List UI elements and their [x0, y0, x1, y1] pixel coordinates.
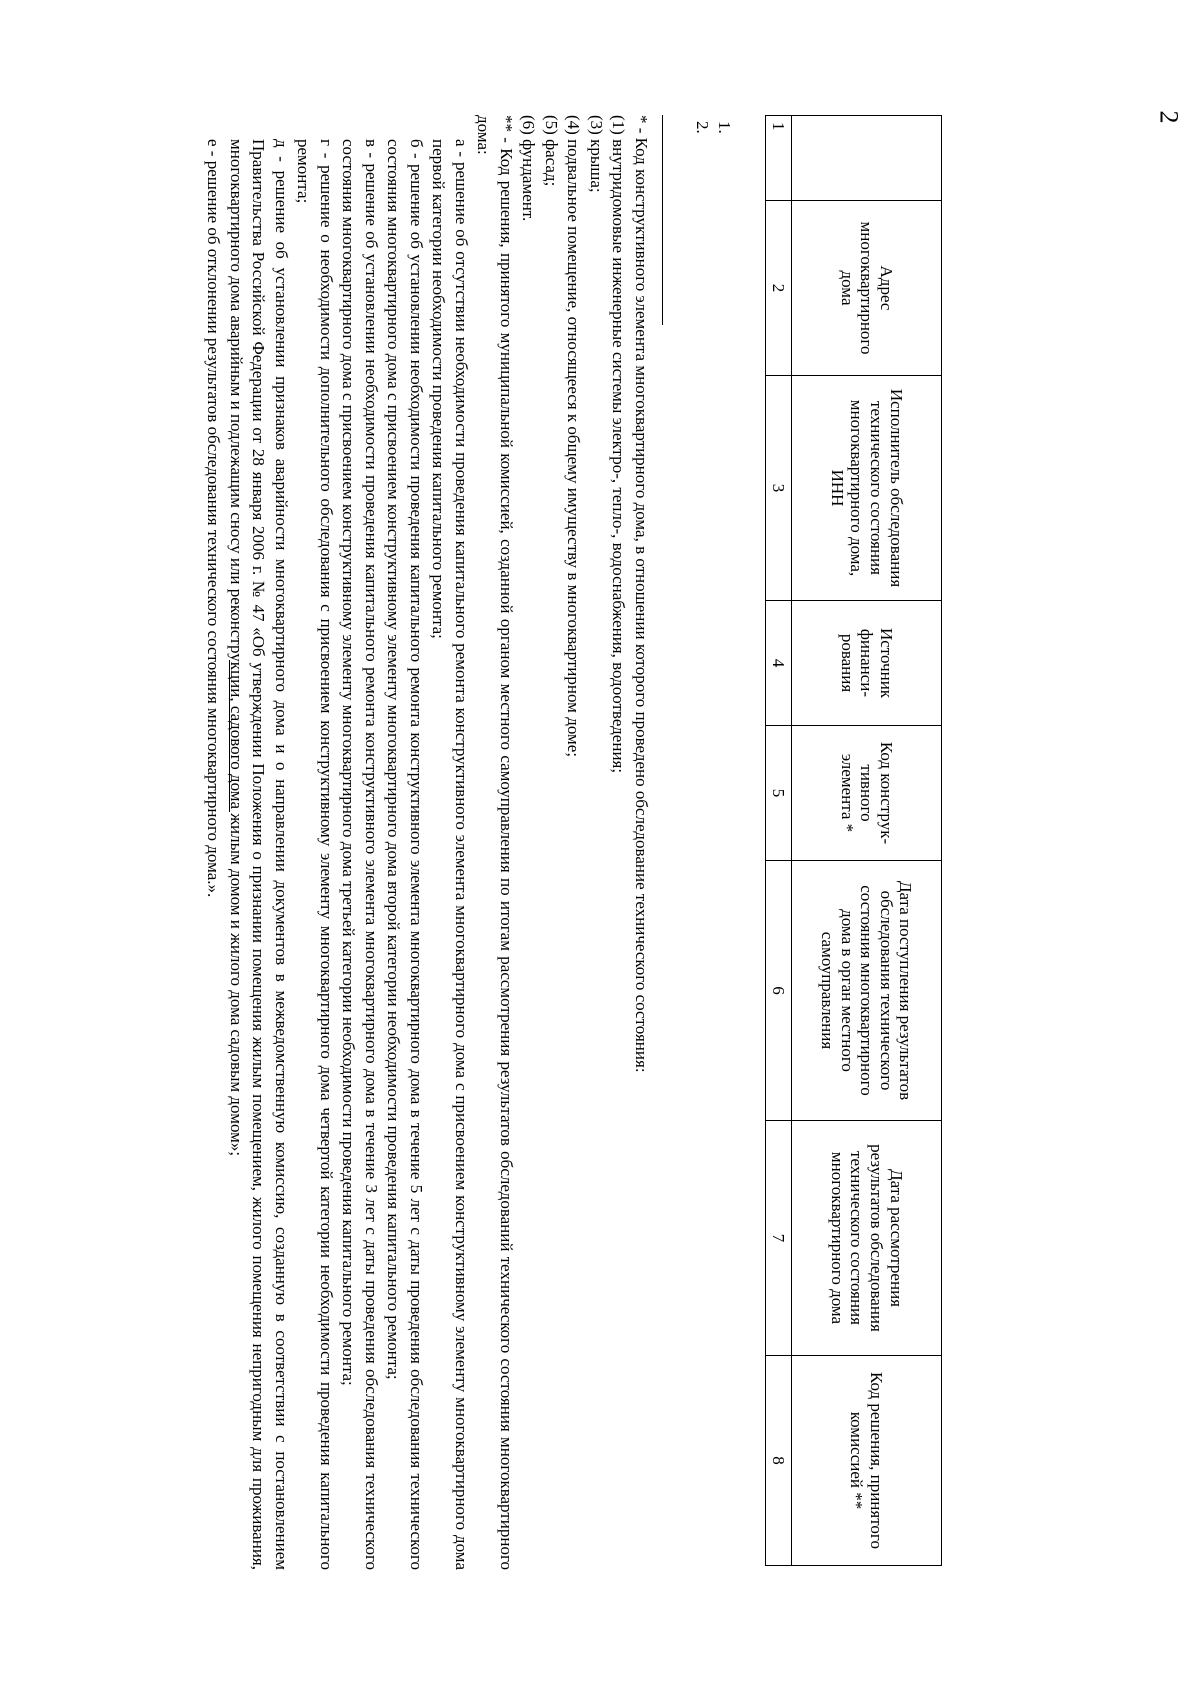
footnote-line: (5) фасад; — [542, 115, 561, 187]
column-number: 5 — [766, 726, 792, 861]
footnote-divider — [662, 115, 663, 325]
column-number: 8 — [766, 1356, 792, 1566]
column-number: 3 — [766, 376, 792, 601]
table-header-cell: Дата рассмотрения результатов обследования технического состояния многоквартирного дома — [792, 1121, 942, 1356]
footnote-line: в - решение об установлении необходимости проведения капитального ремонта конструктивного элемента многоквартирного дома в течение 3 лет с даты проведения обследования технического состояния многоквартирного дома с присвоением конструктивному элементу многоквартирного дома третьей категории необходимости проведения капитального ремонта; — [339, 139, 381, 1570]
column-number: 2 — [766, 201, 792, 376]
table-header-cell: Код конструк-тивного элемента * — [792, 726, 942, 861]
table-header-cell — [792, 116, 942, 201]
footnotes — [202, 115, 652, 1570]
row-label: 1. — [715, 121, 734, 134]
footnote-line: (4) подвальное помещение, относящееся к общему имуществу в многоквартирном доме; — [564, 115, 584, 758]
register-table — [765, 115, 942, 1566]
column-number: 1 — [766, 116, 792, 201]
table-header-row — [792, 116, 942, 1566]
footnote-line: д - решение об установлении признаков аварийности многоквартирного дома и о направлении документов в межведомственную комиссию, созданную в соответствии с постановлением Правительства Российской Федерации от 28 января 2006 г. № 47 «Об утверждении Положения о признании помещения жилым помещением, жилого помещения непригодным для проживания, многоквартирного дома аварийным и подлежащим сносу или реконструкции, садового дома жилым домом и жилого дома садовым домом»; — [227, 139, 291, 1570]
page-number: 2 — [1154, 110, 1184, 124]
row-label: 2. — [693, 121, 712, 134]
table-column-number-row — [766, 116, 792, 1566]
footnote-line: ** - Код решения, принятого муниципальной комиссией, созданной органом местного самоуправления по итогам рассмотрения результатов обследований технического состояния многоквартирного дома: — [474, 115, 516, 1570]
footnote-line: (1) внутридомовые инженерные системы электро-, тепло-, водоснабжения, водоотведения; — [609, 115, 629, 774]
footnote-line: а - решение об отсутствии необходимости проведения капитального ремонта конструктивного элемента многоквартирного дома с присвоением конструктивному элементу многоквартирного дома первой категории необходимости проведения капитального ремонта; — [429, 139, 471, 1570]
footnote-line: б - решение об установлении необходимости проведения капитального ремонта конструктивного элемента многоквартирного дома в течение 5 лет с даты проведения обследования технического состояния многоквартирного дома с присвоением конструктивному элементу многоквартирного дома второй категории необходимости проведения капитального ремонта; — [384, 139, 426, 1570]
table-header-cell: Код решения, принятого комиссией ** — [792, 1356, 942, 1566]
column-number: 7 — [766, 1121, 792, 1356]
table-header-cell: Адрес многоквартирного дома — [792, 201, 942, 376]
table-row-labels — [691, 121, 735, 134]
footnote-line: (6) фундамент. — [519, 115, 539, 222]
column-number: 6 — [766, 861, 792, 1121]
footnote-line: г - решение о необходимости дополнительного обследования с присвоением конструктивному элементу многоквартирного дома четвертой категории необходимости проведения капитального ремонта; — [294, 139, 336, 1570]
rotated-page-content — [190, 115, 950, 1570]
footnote-line: * - Код конструктивного элемента многоквартирного дома, в отношении которого проведено обследование технического состояния: — [632, 115, 651, 1073]
footnote-line: е - решение об отклонении результатов обследования технического состояния многоквартирного дома.». — [204, 139, 224, 898]
column-number: 4 — [766, 601, 792, 726]
table-header-cell: Исполнитель обследования технического состояния многоквартирного дома, ИНН — [792, 376, 942, 601]
table-header-cell: Дата поступления результатов обследования технического состояния многоквартирного дома в орган местного самоуправления — [792, 861, 942, 1121]
closing-divider — [229, 660, 230, 812]
footnote-line: (3) крыша; — [587, 115, 606, 193]
table-header-cell: Источник финанси-рования — [792, 601, 942, 726]
